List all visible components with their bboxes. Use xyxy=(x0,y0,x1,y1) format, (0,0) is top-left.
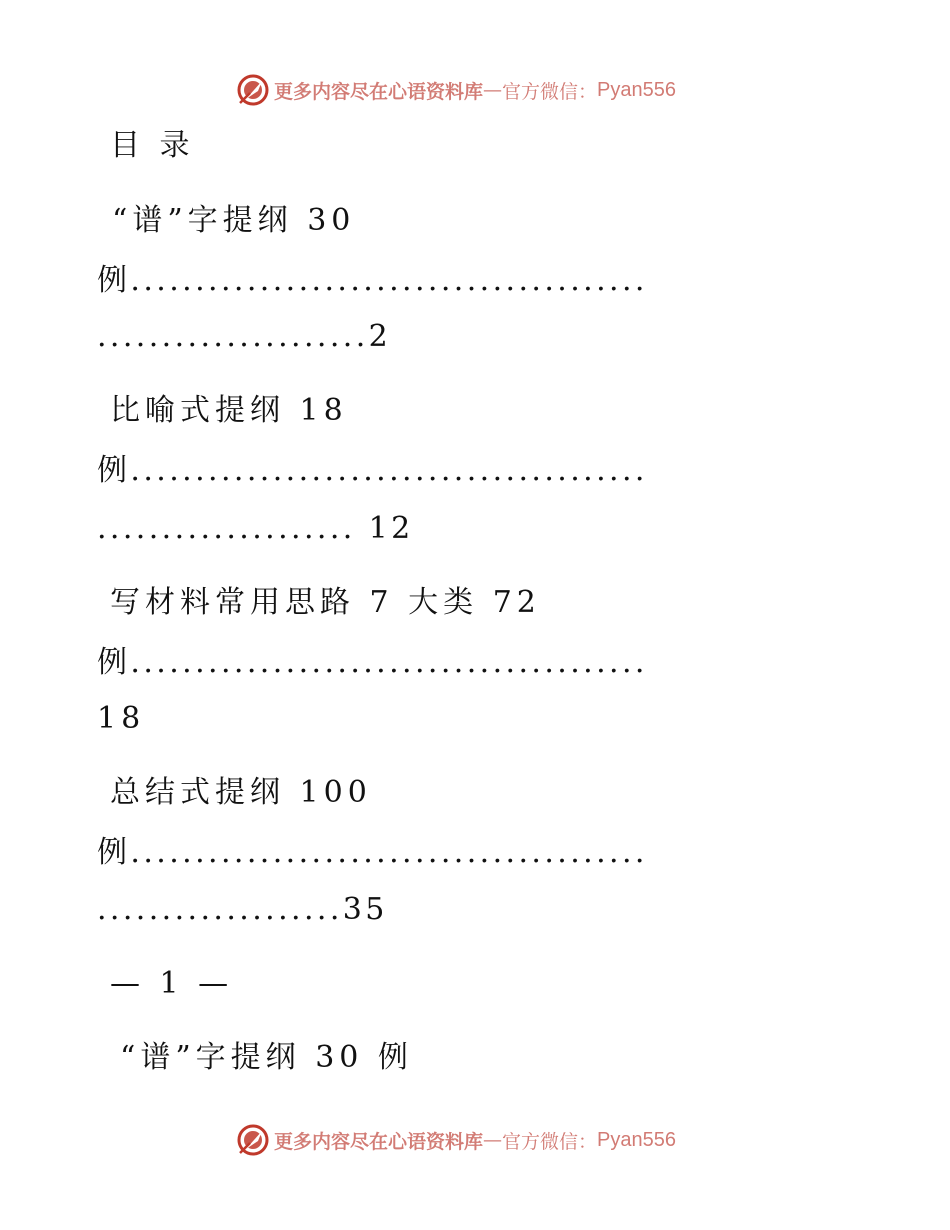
banner-label: 官方微信： xyxy=(502,1130,598,1153)
banner-text: 更多内容尽在心语资料库 xyxy=(274,80,484,103)
quill-logo-icon xyxy=(236,73,270,107)
toc-entry-dots: 例........................................ xyxy=(97,263,648,298)
page-number: — 1 — xyxy=(110,966,234,1001)
toc-entry-page: ...................35 xyxy=(97,892,388,927)
banner-separator: — xyxy=(483,1129,503,1151)
banner-text: 更多内容尽在心语资料库 xyxy=(274,1130,484,1153)
toc-entry-title: 写材料常用思路 7 大类 72 xyxy=(110,585,541,620)
toc-entry-page: .................... 12 xyxy=(97,511,414,546)
toc-entry-title: 总结式提纲 100 xyxy=(110,775,372,810)
toc-entry-dots: 例........................................ xyxy=(97,835,648,870)
toc-entry-page: .....................2 xyxy=(97,319,392,354)
toc-entry-dots: 例........................................ xyxy=(97,453,648,488)
banner-label: 官方微信： xyxy=(502,80,598,103)
banner-wechat-id: Pyan556 xyxy=(597,1128,676,1151)
banner-wechat-id: Pyan556 xyxy=(597,78,676,101)
toc-entry-title: “谱”字提纲 30 xyxy=(112,203,356,238)
quill-logo-icon xyxy=(236,1123,270,1157)
section-title: “谱”字提纲 30 例 xyxy=(120,1040,413,1075)
footer-banner xyxy=(236,1123,676,1157)
banner-separator: — xyxy=(483,79,503,101)
header-banner xyxy=(236,73,676,107)
toc-entry-dots: 例........................................ xyxy=(97,645,648,680)
toc-heading: 目 录 xyxy=(110,128,195,163)
toc-entry-page: 18 xyxy=(97,701,146,736)
toc-entry-title: 比喻式提纲 18 xyxy=(110,393,348,428)
